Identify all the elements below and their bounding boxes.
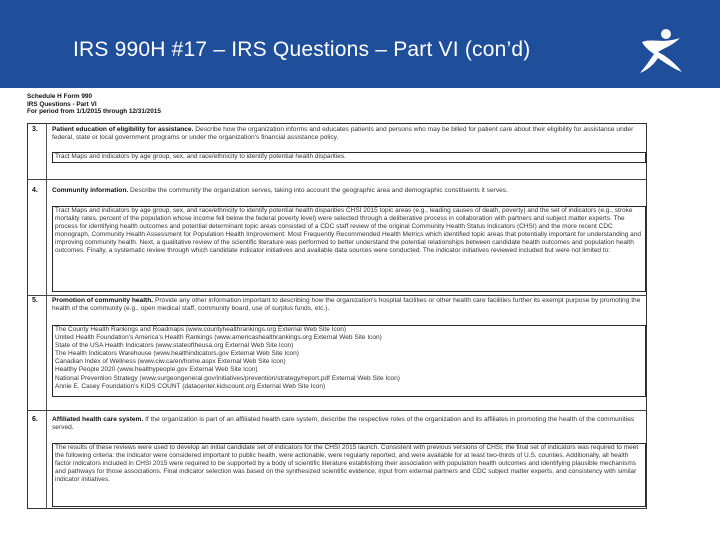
question-5-text: Provide any other information important to describing how the organization's hospital facilities or other health care facilities further its exempt purpose by promoting the health of the community (e.g., open medical staff, community board, use of surplus funds, etc.). <box>52 297 641 313</box>
answer-5-source-4: The Health Indicators Warehouse (www.healthindicators.gov External Web Site Icon) <box>55 350 299 358</box>
question-6-heading: Affiliated health care system. <box>52 416 144 423</box>
row-number-6: 6. <box>32 416 38 423</box>
row-separator <box>27 179 647 180</box>
answer-4-text: Tract Maps and indicators by age group, sex, and race/ethnicity to identify potential health disparities CHSI 2015 topic areas (e.g., leading causes of death, poverty) and the set of indicators (e.g., stroke mortality rates, percent of the population whose income fell below the federal poverty level) were selected through a deliberative process in collaboration with partners and subject matter experts. The process for identifying health outcomes and potential determinant topic areas consisted of a CDC staff review of the original Community Health Status Indicators (CHSI) and the more recent CDC monograph, Community Health Assessment for Population Health Improvement: Most Frequently Recommended Health Metrics which identified topic areas that potentially important for understanding and improving community health. Next, a qualitative review of the scientific literature was performed to better understand the potential relationships between candidate health outcomes and population health outcomes. Finally, a systematic review through which candidate indicator initiatives and available data sources were conducted. The indicator initiatives reviewed included but were not limited to: <box>55 207 642 255</box>
answer-6-text: The results of these reviews were used to develop an initial candidate set of indicators for the CHSI 2015 launch. Consistent with previous versions of CHSI, the final set of indicators was required to meet the following criteria: the indicator were considered important to public health, were actionable, were regularly reported, and were available for at least two-thirds of U.S. counties. Additionally, all health factor indicators included in CHSI 2015 were required to be supported by a body of scientific literature establishing their association with population health outcomes and identifying plausible mechanisms and pathways for those associations. Final indicator selection was based on the synthesized scientific evidence; input from external partners and CDC subject matter experts, and consistency with similar indicator initiatives. <box>55 444 639 484</box>
form-period: For period from 1/1/2015 through 12/31/2015 <box>27 108 161 116</box>
answer-5-source-6: Healthy People 2020 (www.healthypeople.gov External Web Site Icon) <box>55 366 258 374</box>
form-name: Schedule H Form 990 <box>27 93 92 100</box>
answer-5-source-2: United Health Foundation's America's Health Rankings (www.americashealthrankings.org External Web Site Icon) <box>55 334 382 342</box>
question-4 <box>52 187 646 195</box>
row-separator <box>27 410 647 411</box>
question-3-heading: Patient education of eligibility for assistance. <box>52 126 194 133</box>
dancing-figure-logo-icon <box>636 26 686 76</box>
answer-3-box <box>52 152 646 163</box>
slide-header <box>0 0 720 88</box>
question-3 <box>52 126 646 142</box>
answer-5-source-1: The County Health Rankings and Roadmaps (www.countyhealthrankings.org External Web Site Icon) <box>55 326 347 333</box>
slide-title: IRS 990H #17 – IRS Questions – Part VI (con’d) <box>73 38 531 61</box>
form-section: IRS Questions - Part VI <box>27 100 97 108</box>
answer-3-text: Tract Maps and indicators by age group, sex, and race/ethnicity to identify potential health disparities. <box>55 153 346 160</box>
question-6 <box>52 416 646 432</box>
question-3-text: Describe how the organization informs and educates patients and persons who may be billed for patient care about their eligibility for assistance under federal, state or local government programs or under the organization's financial assistance policy. <box>52 126 634 142</box>
row-separator <box>27 295 647 296</box>
question-4-text: Describe the community the organization serves, taking into account the geographic area and demographic constituents it serves. <box>130 187 508 194</box>
answer-5-source-8: Annie E. Casey Foundation's KIDS COUNT (datacenter.kidscount.org External Web Site Icon) <box>55 382 326 390</box>
answer-4-box <box>52 206 646 292</box>
question-5 <box>52 297 646 313</box>
question-5-heading: Promotion of community health. <box>52 297 154 304</box>
answer-5-box <box>52 325 646 397</box>
answer-5-source-5: Canadian Index of Wellness (www.ciw.ca/en/home.aspx External Web Site Icon) <box>55 358 286 366</box>
answer-5-source-3: State of the USA Health Indicators (www.stateoftheusa.org External Web Site Icon) <box>55 342 294 350</box>
row-number-3: 3. <box>32 126 38 133</box>
answer-6-box <box>52 443 646 507</box>
document-header <box>27 93 647 116</box>
schedule-h-document <box>27 93 647 509</box>
answer-5-source-7: National Prevention Strategy (www.surgeongeneral.gov/initiatives/prevention/strategy/report.pdf External Web Site Icon) <box>55 374 400 382</box>
row-number-4: 4. <box>32 187 38 194</box>
question-6-text: If the organization is part of an affiliated health care system, describe the respective roles of the organization and its affiliates in promoting the health of the communities served. <box>52 416 635 432</box>
column-divider <box>46 123 47 509</box>
question-4-heading: Community information. <box>52 187 129 194</box>
row-number-5: 5. <box>32 297 38 304</box>
